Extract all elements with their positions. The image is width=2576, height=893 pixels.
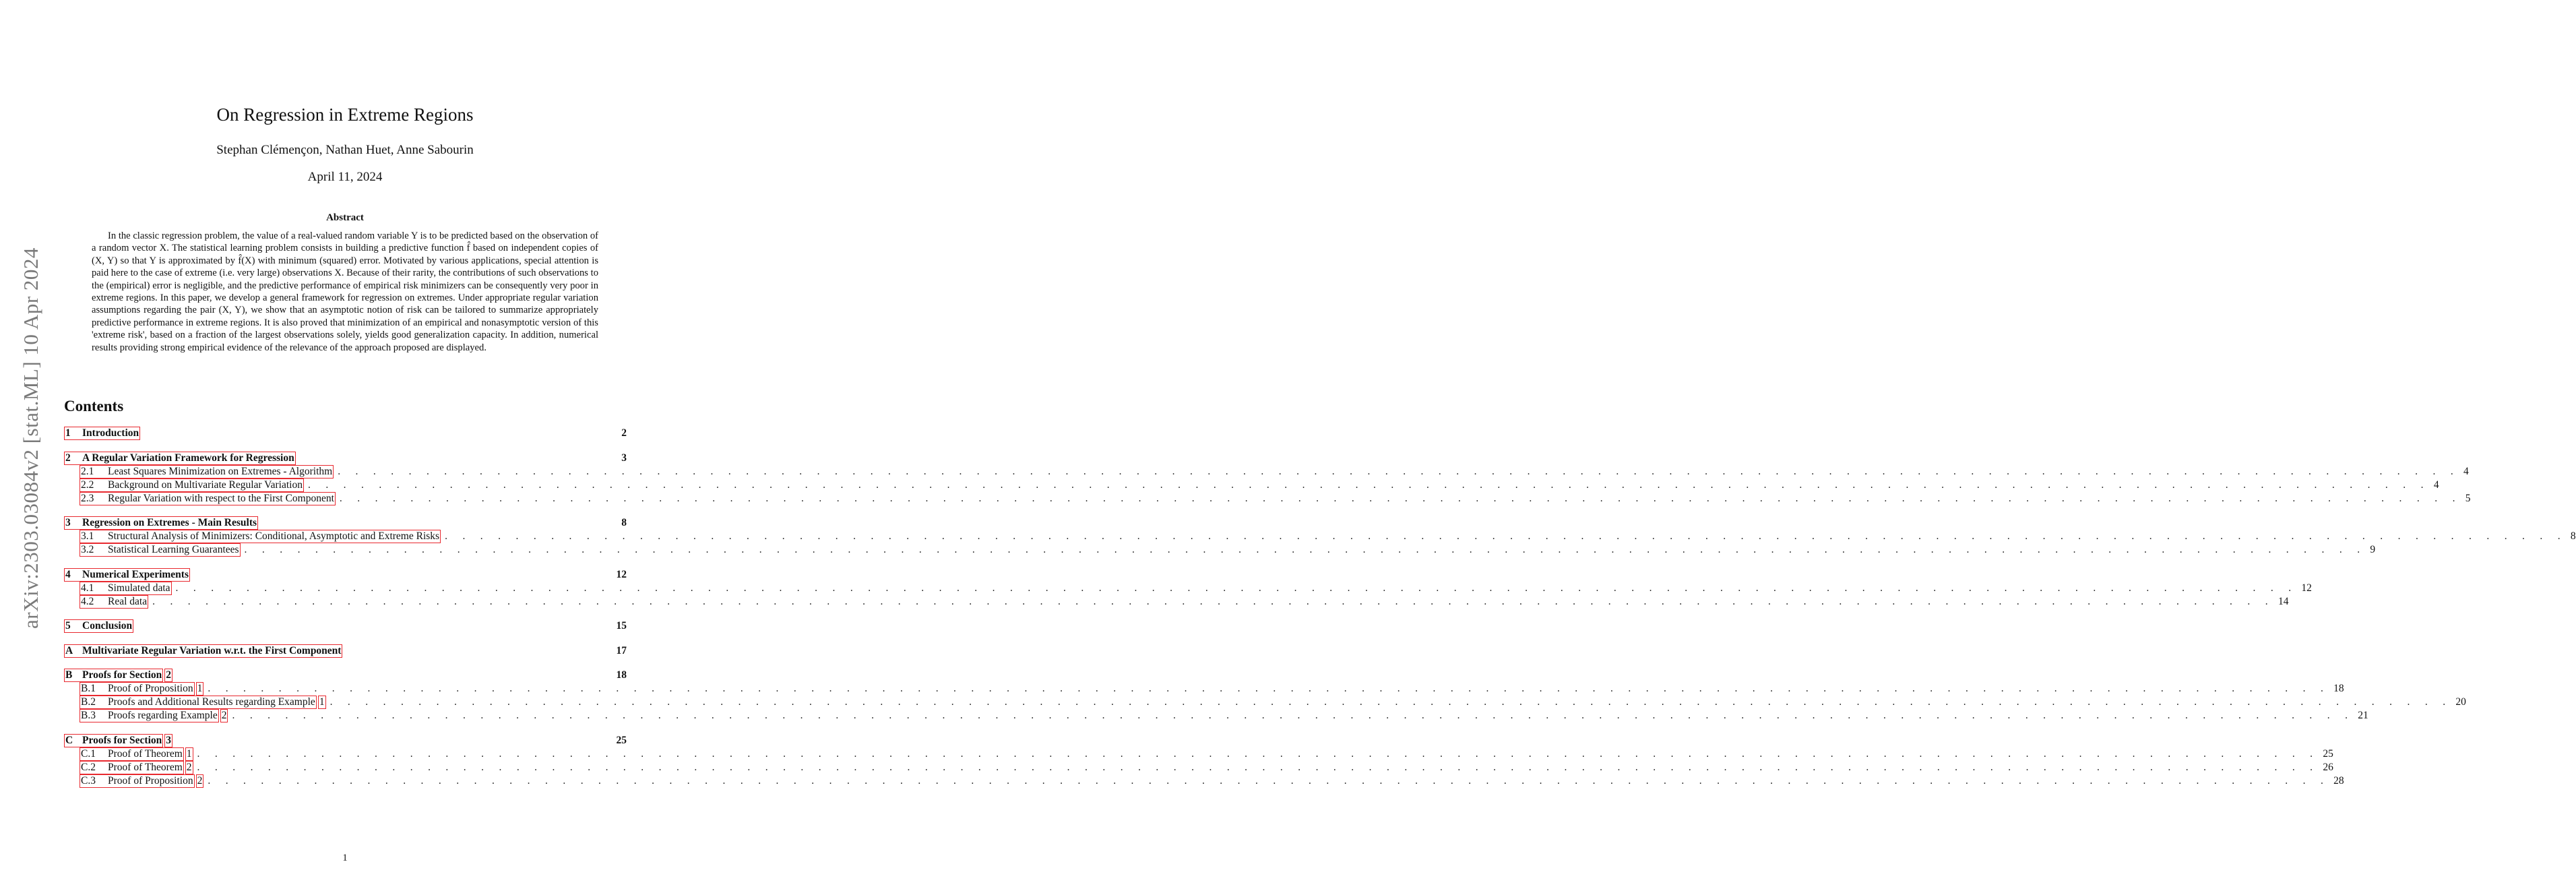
toc-dot-leader: . . . . . . . . . . . . . . . . . . . . . . . . . . . . . . . . . . . . . . . . . . . . . . . . . . . . . . . . . . . . . . . . . . . . . . . . . . . . . . . . . . . . . . . . . . . . . . . . . . . . . . . . . . . . . . . . . . . . . . . . xyxy=(445,530,2567,542)
toc-section-link[interactable] xyxy=(64,619,133,633)
table-of-contents xyxy=(64,427,2576,788)
toc-section-link[interactable] xyxy=(64,669,163,682)
paper-title: On Regression in Extreme Regions xyxy=(216,104,474,125)
toc-section-page: 3 xyxy=(621,452,627,464)
toc-dot-leader: . . . . . . . . . . . . . . . . . . . . . . . . . . . . . . . . . . . . . . . . . . . . . . . . . . . . . . . . . . . . . . . . . . . . . . . . . . . . . . . . . . . . . . . . . . . . . . . . . . . . . . . . . . . . . . . . . . . . . . . . xyxy=(307,479,2430,491)
toc-section-title: Multivariate Regular Variation w.r.t. the First Component xyxy=(82,644,342,656)
toc-section-link[interactable] xyxy=(64,734,163,747)
toc-subsection-page: 9 xyxy=(2370,544,2376,555)
toc-subsection-title: Proof of Proposition xyxy=(108,774,193,787)
toc-dot-leader: . . . . . . . . . . . . . . . . . . . . . . . . . . . . . . . . . . . . . . . . . . . . . . . . . . . . . . . . . . . . . . . . . . . . . . . . . . . . . . . . . . . . . . . . . . . . . . . . . . . . . . . . . . . . . . . . . . . . . . . . xyxy=(338,465,2460,477)
toc-section-row xyxy=(64,427,627,440)
toc-section-ref-link[interactable]: 2 xyxy=(166,669,171,681)
toc-subsection-page: 4 xyxy=(2463,465,2469,477)
toc-subsection-link[interactable] xyxy=(80,682,195,696)
toc-subsection-link[interactable] xyxy=(80,492,336,505)
paper-date: April 11, 2024 xyxy=(307,170,383,184)
toc-section-link[interactable] xyxy=(64,644,342,658)
toc-subsection-row xyxy=(64,530,2576,543)
toc-section-number: 1 xyxy=(65,427,71,439)
toc-section-number: 5 xyxy=(65,620,71,632)
toc-subsection-number: C.1 xyxy=(81,747,96,760)
contents-heading: Contents xyxy=(64,398,124,414)
toc-section-link[interactable] xyxy=(64,427,140,440)
toc-dot-leader: . . . . . . . . . . . . . . . . . . . . . . . . . . . . . . . . . . . . . . . . . . . . . . . . . . . . . . . . . . . . . . . . . . . . . . . . . . . . . . . . . . . . . . . . . . . . . . . . . . . . . . . . . . . . . . . . . . . . . . . . xyxy=(152,595,2274,607)
toc-section-number: 3 xyxy=(65,517,71,528)
page-number: 1 xyxy=(342,853,348,863)
toc-subsection-number: B.1 xyxy=(81,683,96,694)
toc-subsection-link[interactable] xyxy=(80,761,184,774)
toc-section-row xyxy=(64,669,627,682)
toc-subsection-page: 8 xyxy=(2570,530,2576,542)
toc-subsection-row xyxy=(64,543,2376,557)
toc-subsection-title: Proof of Proposition xyxy=(108,683,193,694)
toc-subsection-number: C.2 xyxy=(81,761,96,773)
toc-subsection-link[interactable] xyxy=(80,774,195,788)
abstract-heading: Abstract xyxy=(326,212,364,223)
toc-section-link[interactable] xyxy=(64,452,296,465)
toc-dot-leader: . . . . . . . . . . . . . . . . . . . . . . . . . . . . . . . . . . . . . . . . . . . . . . . . . . . . . . . . . . . . . . . . . . . . . . . . . . . . . . . . . . . . . . . . . . . . . . . . . . . . . . . . . . . . . . . . . . . . . . . . xyxy=(208,683,2330,694)
toc-subsection-page: 4 xyxy=(2433,479,2439,491)
toc-subsection-number: 4.2 xyxy=(81,595,94,607)
toc-subsection-title: Simulated data xyxy=(108,582,170,594)
toc-section-ref-link[interactable]: 3 xyxy=(166,734,171,746)
toc-section-link[interactable] xyxy=(64,568,190,582)
toc-subsection-link[interactable] xyxy=(80,747,184,761)
toc-subsection-number: 3.1 xyxy=(81,530,94,542)
toc-dot-leader: . . . . . . . . . . . . . . . . . . . . . . . . . . . . . . . . . . . . . . . . . . . . . . . . . . . . . . . . . . . . . . . . . . . . . . . . . . . . . . . . . . . . . . . . . . . . . . . . . . . . . . . . . . . . . . . . . . . . . . . . xyxy=(197,761,2319,773)
toc-subsection-title: Proofs and Additional Results regarding Example xyxy=(108,696,315,708)
toc-subsection-ref-link[interactable]: 1 xyxy=(186,747,192,760)
toc-section-number: C xyxy=(65,734,73,746)
toc-section-title: Proofs for Section xyxy=(82,734,162,746)
toc-subsection-title: Proofs regarding Example xyxy=(108,710,218,721)
toc-section-title: Conclusion xyxy=(82,620,133,632)
toc-section-page: 8 xyxy=(621,517,627,528)
toc-section-row xyxy=(64,452,627,465)
toc-subsection-page: 14 xyxy=(2277,595,2289,607)
toc-subsection-page: 18 xyxy=(2333,683,2344,694)
toc-subsection-number: C.3 xyxy=(81,774,96,787)
toc-subsection-number: 2.1 xyxy=(81,465,94,477)
toc-dot-leader: . . . . . . . . . . . . . . . . . . . . . . . . . . . . . . . . . . . . . . . . . . . . . . . . . . . . . . . . . . . . . . . . . . . . . . . . . . . . . . . . . . . . . . . . . . . . . . . . . . . . . . . . . . . . . . . . . . . . . . . . xyxy=(244,544,2366,555)
toc-subsection-page: 20 xyxy=(2455,696,2466,708)
toc-dot-leader: . . . . . . . . . . . . . . . . . . . . . . . . . . . . . . . . . . . . . . . . . . . . . . . . . . . . . . . . . . . . . . . . . . . . . . . . . . . . . . . . . . . . . . . . . . . . . . . . . . . . . . . . . . . . . . . . . . . . . . . . xyxy=(339,492,2461,504)
toc-subsection-page: 12 xyxy=(2301,582,2312,594)
toc-section-page: 15 xyxy=(616,620,627,632)
toc-subsection-link[interactable] xyxy=(80,696,317,709)
toc-subsection-number: 4.1 xyxy=(81,582,94,594)
toc-subsection-ref-link[interactable]: 2 xyxy=(186,761,192,773)
toc-section-number: 4 xyxy=(65,568,71,580)
toc-subsection-row xyxy=(64,761,2333,774)
toc-subsection-row xyxy=(64,747,2333,761)
toc-subsection-page: 21 xyxy=(2358,710,2368,721)
toc-subsection-row xyxy=(64,582,2312,595)
toc-section-title: A Regular Variation Framework for Regression xyxy=(82,452,294,464)
toc-subsection-page: 5 xyxy=(2465,492,2471,504)
toc-section-row xyxy=(64,734,627,747)
toc-subsection-row xyxy=(64,774,2344,788)
toc-section-title: Proofs for Section xyxy=(82,669,162,681)
toc-subsection-ref-link[interactable]: 2 xyxy=(221,710,227,721)
toc-dot-leader: . . . . . . . . . . . . . . . . . . . . . . . . . . . . . . . . . . . . . . . . . . . . . . . . . . . . . . . . . . . . . . . . . . . . . . . . . . . . . . . . . . . . . . . . . . . . . . . . . . . . . . . . . . . . . . . . . . . . . . . . xyxy=(175,582,2298,594)
toc-dot-leader: . . . . . . . . . . . . . . . . . . . . . . . . . . . . . . . . . . . . . . . . . . . . . . . . . . . . . . . . . . . . . . . . . . . . . . . . . . . . . . . . . . . . . . . . . . . . . . . . . . . . . . . . . . . . . . . . . . . . . . . . xyxy=(197,747,2319,760)
toc-subsection-ref-link[interactable]: 1 xyxy=(197,683,203,694)
toc-section-row xyxy=(64,568,627,582)
toc-subsection-title: Proof of Theorem xyxy=(108,747,183,760)
toc-section-title: Numerical Experiments xyxy=(82,568,189,580)
toc-subsection-row xyxy=(64,492,2471,505)
toc-section-page: 17 xyxy=(616,644,627,656)
toc-section-page: 25 xyxy=(616,734,627,746)
toc-section-page: 2 xyxy=(621,427,627,439)
toc-section-row xyxy=(64,516,627,530)
toc-subsection-title: Least Squares Minimization on Extremes - Algorithm xyxy=(108,465,333,477)
arxiv-identifier: arXiv:2303.03084v2 [stat.ML] 10 Apr 2024 xyxy=(19,247,42,629)
toc-subsection-page: 28 xyxy=(2333,774,2344,787)
toc-section-row xyxy=(64,619,627,633)
toc-section-number: 2 xyxy=(65,452,71,464)
toc-subsection-row xyxy=(64,709,2368,722)
toc-subsection-row xyxy=(64,465,2469,479)
toc-subsection-title: Regular Variation with respect to the First Component xyxy=(108,492,334,504)
toc-subsection-title: Proof of Theorem xyxy=(108,761,183,773)
toc-subsection-link[interactable] xyxy=(80,465,334,479)
toc-subsection-page: 26 xyxy=(2323,761,2333,773)
toc-subsection-title: Background on Multivariate Regular Variation xyxy=(108,479,303,491)
toc-subsection-number: 2.3 xyxy=(81,492,94,504)
toc-section-title: Regression on Extremes - Main Results xyxy=(82,517,257,528)
toc-subsection-title: Real data xyxy=(108,595,148,607)
abstract-body: In the classic regression problem, the value of a real-valued random variable Y is to be predicted based on the observation of a random vector X. The statistical learning problem consists in building a predictive function f̂ based on independent copies of (X, Y) so that Y is approximated by f̂(X) with minimum (squared) error. Motivated by various applications, special attention is paid here to the case of extreme (i.e. very large) observations X. Because of their rarity, the contributions of such observations to the (empirical) error is negligible, and the predictive performance of empirical risk minimizers can be consequently very poor in extreme regions. In this paper, we develop a general framework for regression on extremes. Under appropriate regular variation assumptions regarding the pair (X, Y), we show that an asymptotic notion of risk can be tailored to summarize appropriately predictive performance in extreme regions. It is also proved that minimization of an empirical and nonasymptotic version of this 'extreme risk', based on a fraction of the largest observations solely, yields good generalization capacity. In addition, numerical results providing strong empirical evidence of the relevance of the approach proposed are displayed. xyxy=(92,230,598,353)
toc-section-number: A xyxy=(65,644,73,656)
toc-subsection-link[interactable] xyxy=(80,709,219,722)
toc-dot-leader: . . . . . . . . . . . . . . . . . . . . . . . . . . . . . . . . . . . . . . . . . . . . . . . . . . . . . . . . . . . . . . . . . . . . . . . . . . . . . . . . . . . . . . . . . . . . . . . . . . . . . . . . . . . . . . . . . . . . . . . . xyxy=(232,710,2354,721)
toc-subsection-number: 3.2 xyxy=(81,544,94,555)
toc-subsection-link[interactable] xyxy=(80,479,304,492)
toc-subsection-number: B.3 xyxy=(81,710,96,721)
toc-section-row xyxy=(64,644,627,658)
toc-subsection-row xyxy=(64,595,2289,609)
toc-subsection-link[interactable] xyxy=(80,530,441,543)
toc-subsection-row xyxy=(64,696,2466,709)
toc-subsection-link[interactable] xyxy=(80,595,148,609)
toc-subsection-number: 2.2 xyxy=(81,479,94,491)
toc-subsection-page: 25 xyxy=(2323,747,2333,760)
toc-subsection-row xyxy=(64,682,2344,696)
toc-section-number: B xyxy=(65,669,73,681)
toc-subsection-ref-link[interactable]: 1 xyxy=(319,696,325,708)
toc-section-page: 12 xyxy=(616,568,627,580)
toc-subsection-title: Structural Analysis of Minimizers: Conditional, Asymptotic and Extreme Risks xyxy=(108,530,440,542)
toc-subsection-row xyxy=(64,479,2439,492)
toc-dot-leader: . . . . . . . . . . . . . . . . . . . . . . . . . . . . . . . . . . . . . . . . . . . . . . . . . . . . . . . . . . . . . . . . . . . . . . . . . . . . . . . . . . . . . . . . . . . . . . . . . . . . . . . . . . . . . . . . . . . . . . . . xyxy=(329,696,2452,708)
toc-subsection-number: B.2 xyxy=(81,696,96,708)
toc-subsection-ref-link[interactable]: 2 xyxy=(197,774,203,787)
toc-section-link[interactable] xyxy=(64,516,258,530)
paper-authors: Stephan Clémençon, Nathan Huet, Anne Sabourin xyxy=(216,143,474,157)
toc-dot-leader: . . . . . . . . . . . . . . . . . . . . . . . . . . . . . . . . . . . . . . . . . . . . . . . . . . . . . . . . . . . . . . . . . . . . . . . . . . . . . . . . . . . . . . . . . . . . . . . . . . . . . . . . . . . . . . . . . . . . . . . . xyxy=(208,774,2330,787)
toc-section-title: Introduction xyxy=(82,427,139,439)
toc-subsection-link[interactable] xyxy=(80,543,241,557)
toc-subsection-title: Statistical Learning Guarantees xyxy=(108,544,239,555)
toc-subsection-link[interactable] xyxy=(80,582,172,595)
toc-section-page: 18 xyxy=(616,669,627,681)
